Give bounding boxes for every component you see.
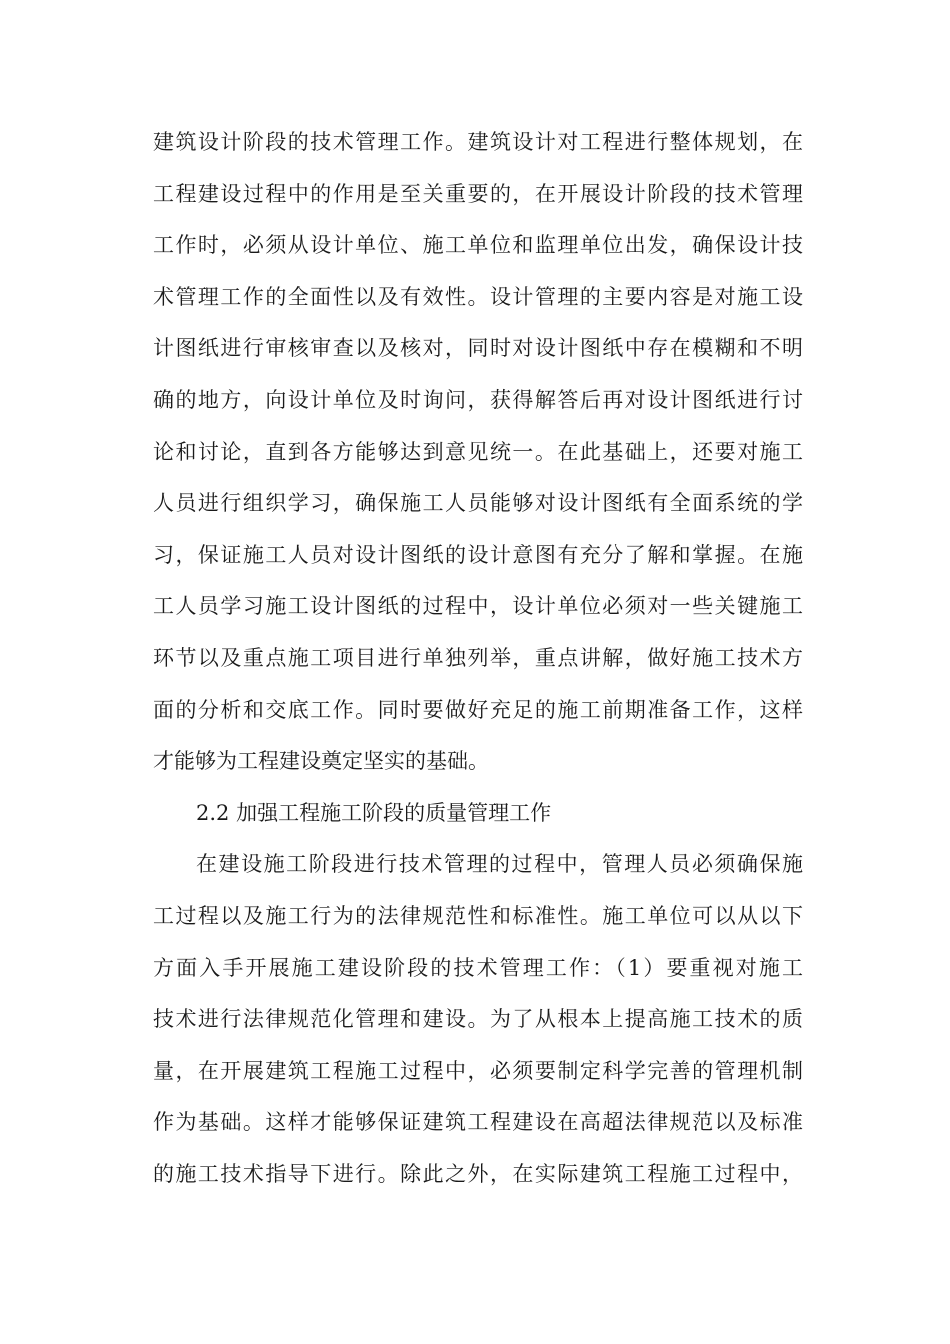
text-line: 工程建设过程中的作用是至关重要的，在开展设计阶段的技术管理	[153, 181, 803, 206]
section-heading: 2.2 加强工程施工阶段的质量管理工作	[196, 800, 552, 825]
document-body	[153, 117, 803, 1200]
text-line: 作为基础。这样才能够保证建筑工程建设在高超法律规范以及标准	[153, 1110, 803, 1135]
text-line: 在建设施工阶段进行技术管理的过程中，管理人员必须确保施	[196, 852, 803, 877]
paragraph-construction-stage	[153, 839, 803, 1200]
text-line: 技术进行法律规范化管理和建设。为了从根本上提高施工技术的质	[153, 1007, 803, 1032]
text-line: 方面入手开展施工建设阶段的技术管理工作：（1）要重视对施工	[153, 955, 803, 980]
text-line: 确的地方，向设计单位及时询问，获得解答后再对设计图纸进行讨	[153, 387, 803, 412]
text-line: 计图纸进行审核审查以及核对，同时对设计图纸中存在模糊和不明	[153, 336, 803, 361]
text-line: 人员进行组织学习，确保施工人员能够对设计图纸有全面系统的学	[153, 491, 803, 516]
text-line: 工人员学习施工设计图纸的过程中，设计单位必须对一些关键施工	[153, 594, 803, 619]
text-line: 工过程以及施工行为的法律规范性和标准性。施工单位可以从以下	[153, 903, 803, 928]
text-line: 量，在开展建筑工程施工过程中，必须要制定科学完善的管理机制	[153, 1058, 803, 1083]
text-line: 环节以及重点施工项目进行单独列举，重点讲解，做好施工技术方	[153, 645, 803, 670]
paragraph-design-stage	[153, 117, 803, 788]
text-line: 术管理工作的全面性以及有效性。设计管理的主要内容是对施工设	[153, 284, 803, 309]
text-line: 建筑设计阶段的技术管理工作。建筑设计对工程进行整体规划，在	[153, 130, 803, 154]
text-line: 的施工技术指导下进行。除此之外，在实际建筑工程施工过程中，	[153, 1161, 803, 1186]
text-line: 面的分析和交底工作。同时要做好充足的施工前期准备工作，这样	[153, 697, 803, 722]
text-line: 工作时，必须从设计单位、施工单位和监理单位出发，确保设计技	[153, 233, 803, 258]
text-line: 才能够为工程建设奠定坚实的基础。	[153, 749, 489, 774]
text-line: 论和讨论，直到各方能够达到意见统一。在此基础上，还要对施工	[153, 439, 803, 464]
text-line: 习，保证施工人员对设计图纸的设计意图有充分了解和掌握。在施	[153, 542, 803, 567]
